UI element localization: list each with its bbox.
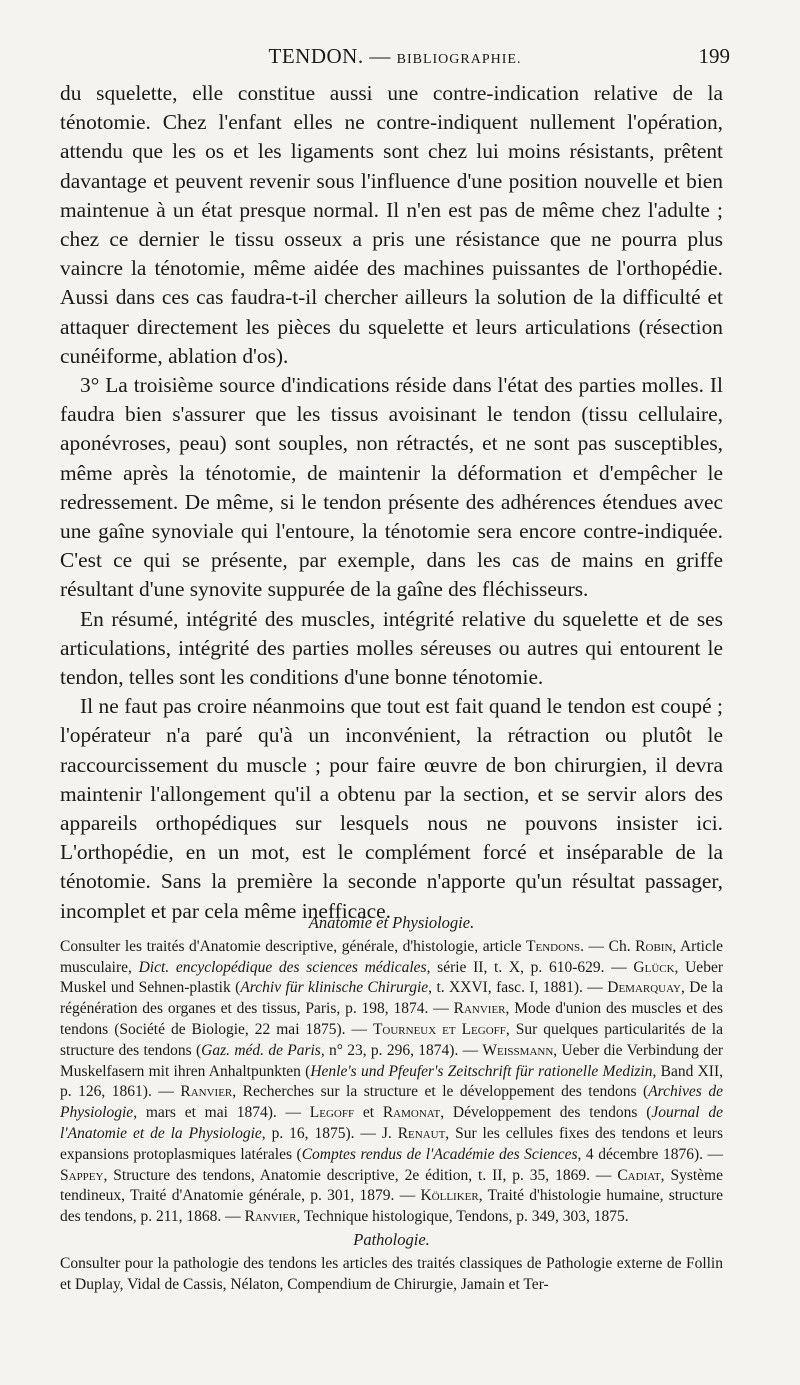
running-header <box>60 44 730 74</box>
running-title-main: TENDON. — <box>268 44 391 68</box>
reference-text: , Structure des tendons, Anatomie descriptive, 2e édition, t. II, p. 35, 1869. — <box>103 1166 618 1184</box>
author-name: Ramonat <box>382 1104 441 1122</box>
reference-text: , De la régénération des organes et des tissus, Paris, p. 198, 1874. — <box>60 979 723 1018</box>
reference-text: , Article musculaire, <box>60 937 724 976</box>
reference-text: , Développement des tendons ( <box>440 1104 652 1122</box>
author-name: Glück <box>633 958 675 976</box>
author-name: Ranvier <box>453 1000 506 1018</box>
reference-text: , Mode d'union des muscles et des tendons (Société de Biologie, 22 mai 1875). — <box>60 1000 723 1038</box>
reference-text: . — Ch. <box>580 937 636 955</box>
section-heading-anatomy: Anatomie et Physiologie. <box>308 913 475 932</box>
author-name: Tendons <box>526 937 581 955</box>
publication-title: Dict. encyclopédique des sciences médicales <box>138 958 427 976</box>
reference-text: , Traité d'histologie humaine, structure des tendons, p. 211, 1868. — <box>60 1187 723 1226</box>
reference-text: , Ueber Muskel und Sehnen-plastik ( <box>60 958 723 997</box>
author-name: Tourneux et Legoff <box>372 1020 506 1038</box>
paragraph: En résumé, intégrité des muscles, intégrité relative du squelette et de ses articulations, intégrité des parties molles séreuses ou autres qui entourent le tendon, telles sont les conditions d'une bonne ténotomie. <box>60 606 723 690</box>
reference-text: et <box>354 1104 383 1122</box>
reference-text: , Sur quelques particularités de la structure des tendons ( <box>60 1020 723 1059</box>
author-name: Ranvier <box>244 1208 297 1226</box>
reference-text: , Band XII, p. 126, 1861). — <box>60 1062 723 1101</box>
author-name: Sappey <box>60 1166 104 1184</box>
pathology-references: Consulter pour la pathologie des tendons les articles des traités classiques de Pathologie externe de Follin et Duplay, Vidal de Cassis, Nélaton, Compendium de Chirurgie, Jamain et Ter- <box>60 1254 723 1293</box>
reference-text: , Technique histologique, Tendons, p. 349, 303, 1875. <box>296 1208 629 1226</box>
reference-text: , p. 16, 1875). — J. <box>261 1124 398 1142</box>
author-name: Ranvier <box>180 1083 233 1101</box>
author-name: Weissmann <box>482 1041 554 1059</box>
reference-text: , Système tendineux, Traité d'Anatomie générale, p. 301, 1879. — <box>60 1166 723 1205</box>
publication-title: Archiv für klinische Chirurgie <box>240 979 429 997</box>
reference-text: , Sur les cellules fixes des tendons et leurs expansions protoplasmiques latérales ( <box>60 1124 724 1163</box>
author-name: Legoff <box>309 1104 355 1122</box>
running-title <box>60 44 730 69</box>
author-name: Demarquay <box>607 979 681 997</box>
author-name: Cadiat <box>617 1166 661 1184</box>
paragraph: 3° La troisième source d'indications réside dans l'état des parties molles. Il faudra bien s'assurer que les tissus avoisinant le tendon (tissu cellulaire, aponévroses, peau) sont souples, non rétractés, et ne sont pas susceptibles, même après la ténotomie, de maintenir la déformation et d'empêcher le redressement. De même, si le tendon présente des adhérences étendues avec une gaîne synoviale qui l'entoure, la ténotomie sera encore contre-indiquée. C'est ce qui se présente, par exemple, dans les cas de mains en griffe résultant d'une synovite suppurée de la gaîne des fléchisseurs. <box>60 373 723 602</box>
author-name: Renaut <box>397 1124 446 1142</box>
publication-title: Gaz. méd. de Paris <box>201 1041 321 1059</box>
publication-title: Henle's und Pfeufer's Zeitschrift für rationelle Medizin <box>310 1062 653 1080</box>
reference-text: , n° 23, p. 296, 1874). — <box>320 1041 483 1059</box>
paragraph: Il ne faut pas croire néanmoins que tout est fait quand le tendon est coupé ; l'opérateur n'a paré qu'à un inconvénient, la rétraction ou plutôt le raccourcissement du muscle ; pour faire œuvre de bon chirurgien, il devra maintenir l'allongement qu'il a obtenu par la section, et se servir alors des appareils orthopédiques sur lesquels nous ne pouvons insister ici. L'orthopédie, en un mot, est le complément forcé et inséparable de la ténotomie. Sans la première la seconde n'apporte qu'un résultat passager, incomplet et par cela même inefficace. <box>60 694 723 923</box>
reference-text: , mars et mai 1874). — <box>133 1104 310 1122</box>
page-number: 199 <box>698 44 730 68</box>
author-name: Kölliker <box>420 1187 479 1205</box>
publication-title: Archives de Physiologie <box>60 1083 723 1122</box>
publication-title: Comptes rendus de l'Académie des Sciences <box>301 1145 578 1163</box>
reference-text: , t. XXVI, fasc. I, 1881). — <box>428 979 608 997</box>
main-text <box>60 79 723 926</box>
publication-title: Journal de l'Anatomie et de la Physiologie <box>60 1104 723 1142</box>
paragraph: du squelette, elle constitue aussi une contre-indication relative de la ténotomie. Chez l'enfant elles ne contre-indiquent nullement l'opération, attendu que les os et les ligaments sont chez lui moins résistants, prêtent davantage et peuvent revenir sous l'influence d'une position nouvelle et bien maintenue à un état presque normal. Il n'en est pas de même chez l'adulte ; chez ce dernier le tissu osseux a pris une résistance que ne pourra plus vaincre la ténotomie, même aidée des machines puissantes de l'orthopédie. Aussi dans ces cas faudra-t-il chercher ailleurs la solution de la difficulté et attaquer directement les pièces du squelette et leurs articulations (résection cunéiforme, ablation d'os). <box>60 81 723 368</box>
author-name: Robin <box>635 937 673 955</box>
reference-text: , série II, t. X, p. 610-629. — <box>426 958 634 976</box>
running-title-section: BIBLIOGRAPHIE. <box>396 52 522 67</box>
reference-text: , 4 décembre 1876). — <box>577 1145 723 1163</box>
bibliography <box>60 913 723 1295</box>
reference-text: , Ueber die Verbindung der Muskelfasern mit ihren Anhaltpunkten ( <box>60 1041 723 1080</box>
reference-text: , Recherches sur la structure et le développement des tendons ( <box>232 1083 649 1101</box>
reference-text: Consulter les traités d'Anatomie descriptive, générale, d'histologie, article <box>60 937 527 955</box>
section-heading-pathology: Pathologie. <box>353 1229 430 1249</box>
anatomy-references <box>60 937 723 1228</box>
